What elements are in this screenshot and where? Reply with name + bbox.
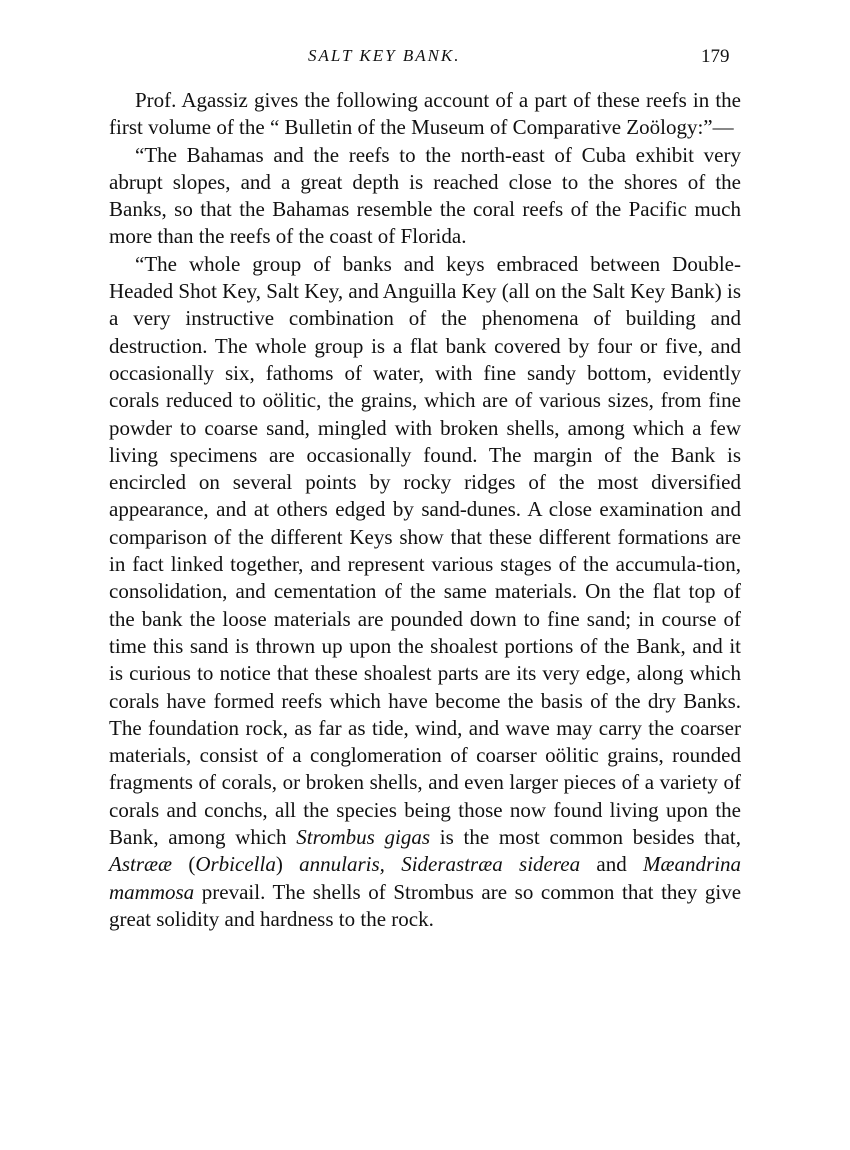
species-name: Mæandrina mammosa (109, 852, 742, 904)
page-number: 179 (701, 46, 730, 67)
body-text (109, 87, 741, 933)
species-name: Orbicella (195, 852, 276, 877)
paragraph-salt-key-bank (109, 251, 741, 933)
running-head-title: SALT KEY BANK. (308, 46, 461, 65)
paragraph-text: prevail. The shells of Strombus are so common that they give great solidity and hardness to the rock. (109, 879, 742, 931)
running-head (0, 44, 850, 74)
conjunction: and (596, 852, 627, 877)
paragraph-bahamas: “The Bahamas and the reefs to the north-east of Cuba exhibit very abrupt slopes, and a great depth is reached close to the shores of the Banks, so that the Bahamas resemble the coral reefs of the Pacific much more than the reefs of the coast of Florida. (109, 142, 741, 249)
paragraph-text: “The whole group of banks and keys embraced between Double-Headed Shot Key, Salt Key, and Anguilla Key (all on the Salt Key Bank) is a very instructive combination of the phenomena of building and destruction. The whole group is a flat bank covered by four or five, and occasionally six, fathoms of water, with fine sandy bottom, evidently corals reduced to oölitic, the grains, which are of various sizes, from fine powder to coarse sand, mingled with broken shells, among which a few living specimens are occasionally found. The margin of the Bank is encircled on several points by rocky ridges of the most diversified appearance, and at others edged by sand-dunes. A close examination and comparison of the different Keys show that these different formations are in fact linked together, and represent various stages of the accumula-tion, consolidation, and cementation of the same materials. On the flat top of the bank the loose materials are pounded down to fine sand; in course of time this sand is thrown up upon the shoalest portions of the Bank, and it is curious to notice that these shoalest parts are its very edge, along which corals have formed reefs which have become the basis of the dry Banks. The foundation rock, as far as tide, wind, and wave may carry the coarser materials, consist of a conglomeration of coarser oölitic grains, rounded fragments of corals, or broken shells, and even larger pieces of a variety of corals and conchs, all the species being those now found living upon the Bank, among which (109, 251, 741, 850)
parenthesis: ( (188, 852, 196, 877)
species-name: Strombus gigas (296, 825, 431, 850)
species-name: Astrææ (109, 852, 173, 877)
paragraph-text: is the most common besides that, (439, 825, 741, 850)
species-name: Siderastræa siderea (401, 852, 581, 877)
paragraph-intro: Prof. Agassiz gives the following account of a part of these reefs in the first volume of the “ Bulletin of the Museum of Comparative Zoölogy:”— (109, 88, 741, 140)
parenthesis: ) (275, 852, 283, 877)
species-name: annularis, (299, 852, 385, 877)
